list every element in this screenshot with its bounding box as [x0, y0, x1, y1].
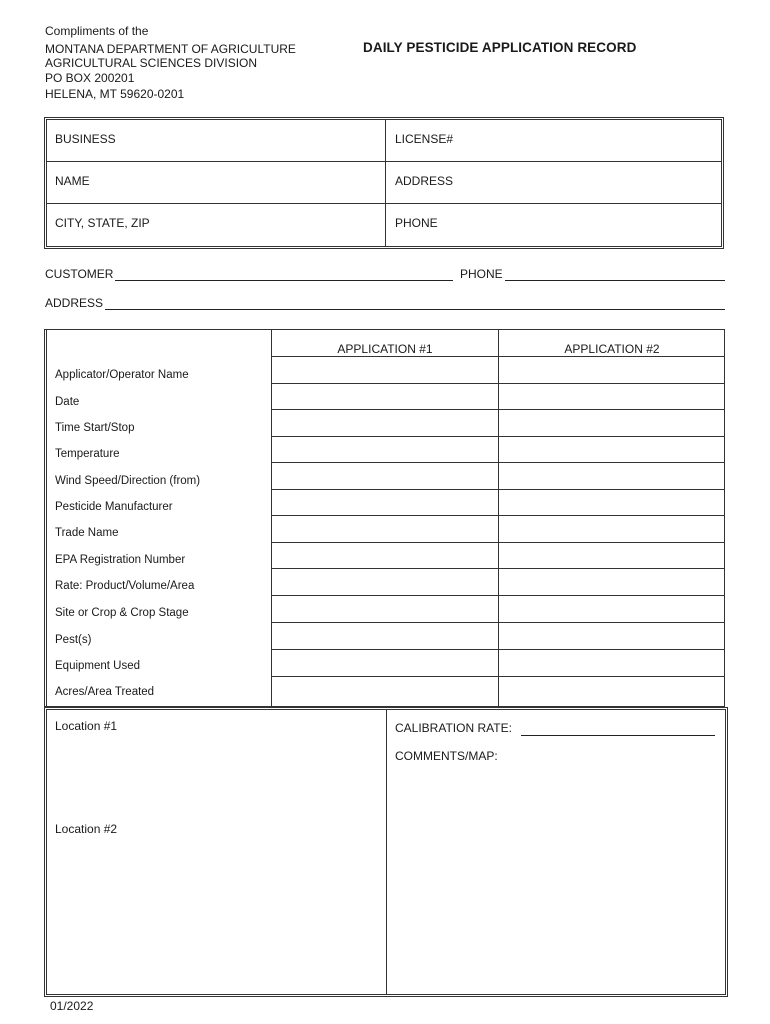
- license-field-label: LICENSE#: [395, 132, 454, 146]
- customer-address-input-line[interactable]: [105, 309, 725, 310]
- row-label-pests: Pest(s): [55, 634, 92, 646]
- row-label-rate: Rate: Product/Volume/Area: [55, 580, 195, 592]
- table-row-divider: [272, 676, 724, 677]
- row-label-trade-name: Trade Name: [55, 527, 119, 539]
- row-label-acres: Acres/Area Treated: [55, 686, 155, 698]
- column-header-application-1: APPLICATION #1: [337, 342, 433, 356]
- row-label-wind: Wind Speed/Direction (from): [55, 475, 201, 487]
- address-field-label: ADDRESS: [395, 174, 454, 188]
- table-row-divider: [272, 462, 724, 463]
- table-row-divider: [272, 542, 724, 543]
- column-header-application-2: APPLICATION #2: [564, 342, 660, 356]
- phone-field-label: PHONE: [395, 216, 438, 230]
- location-2-label: Location #2: [55, 822, 118, 836]
- header-line-3: AGRICULTURAL SCIENCES DIVISION: [45, 56, 258, 70]
- customer-phone-label: PHONE: [460, 267, 503, 281]
- row-label-applicator: Applicator/Operator Name: [55, 369, 189, 381]
- table-row-divider: [272, 409, 724, 410]
- column-divider: [271, 329, 272, 707]
- row-label-temperature: Temperature: [55, 448, 120, 460]
- customer-phone-input-line[interactable]: [505, 280, 725, 281]
- header-line-1: Compliments of the: [45, 24, 149, 38]
- row-label-epa: EPA Registration Number: [55, 554, 186, 566]
- header-line-5: HELENA, MT 59620-0201: [45, 87, 185, 101]
- calibration-rate-input-line[interactable]: [521, 735, 715, 736]
- application-table: [44, 329, 725, 707]
- divider: [385, 120, 386, 246]
- header-line-4: PO BOX 200201: [45, 71, 135, 85]
- divider: [386, 710, 387, 994]
- table-row-divider: [272, 568, 724, 569]
- table-row-divider: [272, 489, 724, 490]
- row-label-site-crop: Site or Crop & Crop Stage: [55, 607, 189, 619]
- row-label-time: Time Start/Stop: [55, 422, 135, 434]
- customer-input-line[interactable]: [115, 280, 453, 281]
- row-label-date: Date: [55, 396, 80, 408]
- city-state-zip-field-label: CITY, STATE, ZIP: [55, 216, 150, 230]
- table-row-divider: [272, 595, 724, 596]
- customer-address-label: ADDRESS: [45, 296, 104, 310]
- name-field-label: NAME: [55, 174, 90, 188]
- table-row-divider: [272, 622, 724, 623]
- table-row-divider: [272, 515, 724, 516]
- table-row-divider: [272, 649, 724, 650]
- location-1-label: Location #1: [55, 719, 118, 733]
- table-border: [46, 329, 47, 707]
- column-divider: [498, 329, 499, 707]
- row-label-equipment: Equipment Used: [55, 660, 141, 672]
- revision-date: 01/2022: [50, 999, 94, 1013]
- table-row-divider: [272, 356, 724, 357]
- table-row-divider: [272, 383, 724, 384]
- header-line-2: MONTANA DEPARTMENT OF AGRICULTURE: [45, 42, 296, 56]
- table-row-divider: [272, 436, 724, 437]
- form-title: DAILY PESTICIDE APPLICATION RECORD: [363, 40, 637, 55]
- business-field-label: BUSINESS: [55, 132, 116, 146]
- customer-label: CUSTOMER: [45, 267, 114, 281]
- calibration-rate-label: CALIBRATION RATE:: [395, 721, 512, 735]
- comments-map-label: COMMENTS/MAP:: [395, 749, 498, 763]
- row-label-manufacturer: Pesticide Manufacturer: [55, 501, 173, 513]
